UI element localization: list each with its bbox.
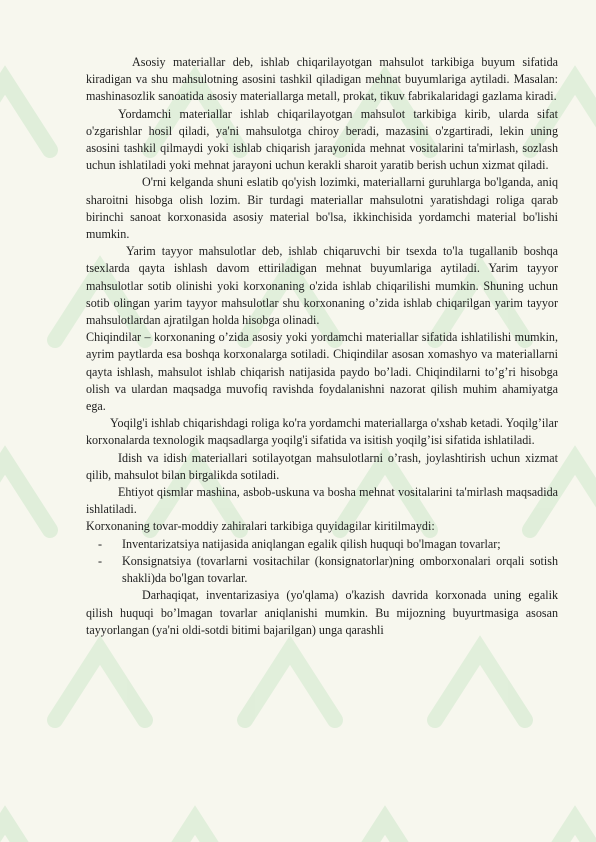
paragraph-asosiy-materiallar: Asosiy materiallar deb, ishlab chiqarilayotgan mahsulot tarkibiga buyum sifatida kiradigan va shu mahsulotning asosini tashkil qiladigan mehnat buyumlariga aytiladi. Masalan: mashinasozlik sanoatida asosiy materiallarga metall, prokat, tikuv fabrikalaridagi gazlama kiradi. — [86, 55, 558, 104]
paragraph-zahiralar-tarkibi: Korxonaning tovar-moddiy zahiralari tarkibiga quyidagilar kiritilmaydi: — [86, 519, 435, 534]
watermark-chevron — [0, 80, 50, 150]
list-item — [86, 536, 558, 553]
list-item-text: Inventarizatsiya natijasida aniqlangan egalik qilish huquqi bo'lmagan tovarlar; — [122, 536, 501, 551]
paragraph-yordamchi-materiallar: Yordamchi materiallar ishlab chiqarilayotgan mahsulot tarkibiga kirib, ularda sifat o'zgarishlar hosil qiladi, ya'ni mahsulotga chiroy beradi, mazasini o'zgartiradi, lekin uning asosini tashkil qilmaydi yoki ishlab chiqarish jarayonida mehnat vositalarini ta'mirlash, sozlash uchun ishlatiladi yoki mehnat jarayoni uchun kerakli sharoit yaratib berish uchun xizmat qiladi. — [86, 106, 558, 173]
paragraph-chiqindilar: Chiqindilar – korxonaning o’zida asosiy yoki yordamchi materiallar sifatida ishlatilishi mumkin, ayrim paytlarda esa boshqa korxonalarga sotiladi. Chiqindilar asosan xomashyo va materiallarni qayta ishlash, mahsulot ishlab chiqarish natijasida paydo bo’ladi. Chiqindilarni to’g’ri hisobga olish va ulardan maqsadga muvofiq ravishda foydalanishni nazorat qilish muhim ahamiyatga ega. — [86, 330, 558, 414]
watermark-chevron — [55, 650, 145, 720]
paragraph-yarim-tayyor-mahsulotlar: Yarim tayyor mahsulotlar deb, ishlab chiqaruvchi bir tsexda to'la tugallanib boshqa tsexlarda qayta ishlash davom ettiriladigan mehnat buyumlariga aytiladi. Yarim tayyor mahsulotlar sotib olinishi yoki korxonaning o'zida ishlab chiqarilishi mumkin. Shuning uchun sotib olingan yarim tayyor mahsulotlar shu korxonaning o’zida ishlab chiqarilgan yarim tayyor mahsulotlardan ajratilgan holda hisobga olinadi. — [86, 244, 558, 328]
paragraph-materiallar-guruhlari: O'rni kelganda shuni eslatib qo'yish lozimki, materiallarni guruhlarga bo'lganda, aniq sharoitni hisobga olish lozim. Bir turdagi materiallar mahsulotni yaratishdagi roliga qarab birinchi sanoat korxonasida asosiy material bo'lsa, ikkinchisida yordamchi material bo'lishi mumkin. — [86, 175, 558, 242]
paragraph-darhaqiqat: Darhaqiqat, inventarizasiya (yo'qlama) o'kazish davrida korxonada uning egalik qilish huquqi bo’lmagan tovarlar aniqlanishi mumkin. Bu mijozning buyurtmasiga asosan tayyorlangan (ya'ni oldi-sotdi bitimi bajarilgan) unga qarashli — [86, 588, 558, 637]
list-item — [86, 553, 558, 587]
watermark-chevron — [0, 460, 50, 530]
watermark-chevron — [0, 820, 50, 842]
paragraph-ehtiyot-qismlar: Ehtiyot qismlar mashina, asbob-uskuna va bosha mehnat vositalarini ta'mirlash maqsadida ishlatiladi. — [86, 485, 558, 517]
watermark-chevron — [340, 820, 430, 842]
list-dash-marker: - — [98, 553, 103, 568]
paragraph-idish-materiallari: Idish va idish materiallari sotilayotgan mahsulotlarni o’rash, joylashtirish uchun xizmat qilib, mahsulot bilan birgalikda sotiladi. — [86, 450, 558, 482]
watermark-chevron — [435, 650, 525, 720]
watermark-chevron — [530, 820, 596, 842]
list-dash-marker: - — [98, 536, 103, 551]
watermark-chevron — [245, 650, 335, 720]
watermark-chevron — [150, 820, 240, 842]
excluded-items-list — [86, 536, 558, 588]
list-item-text: Konsignatsiya (tovarlarni vositachilar (konsignatorlar)ning omborxonalari orqali sotish shakli)da bo'lgan tovarlar. — [122, 553, 558, 586]
paragraph-yoqilgi: Yoqilg'i ishlab chiqarishdagi roliga ko'ra yordamchi materiallarga o'xshab ketadi. Yoqilg’ilar korxonalarda texnologik maqsadlarga yoqilg'i sifatida va isitish yoqilg’isi sifatida ishlatiladi. — [86, 416, 558, 448]
document-page — [86, 54, 558, 639]
